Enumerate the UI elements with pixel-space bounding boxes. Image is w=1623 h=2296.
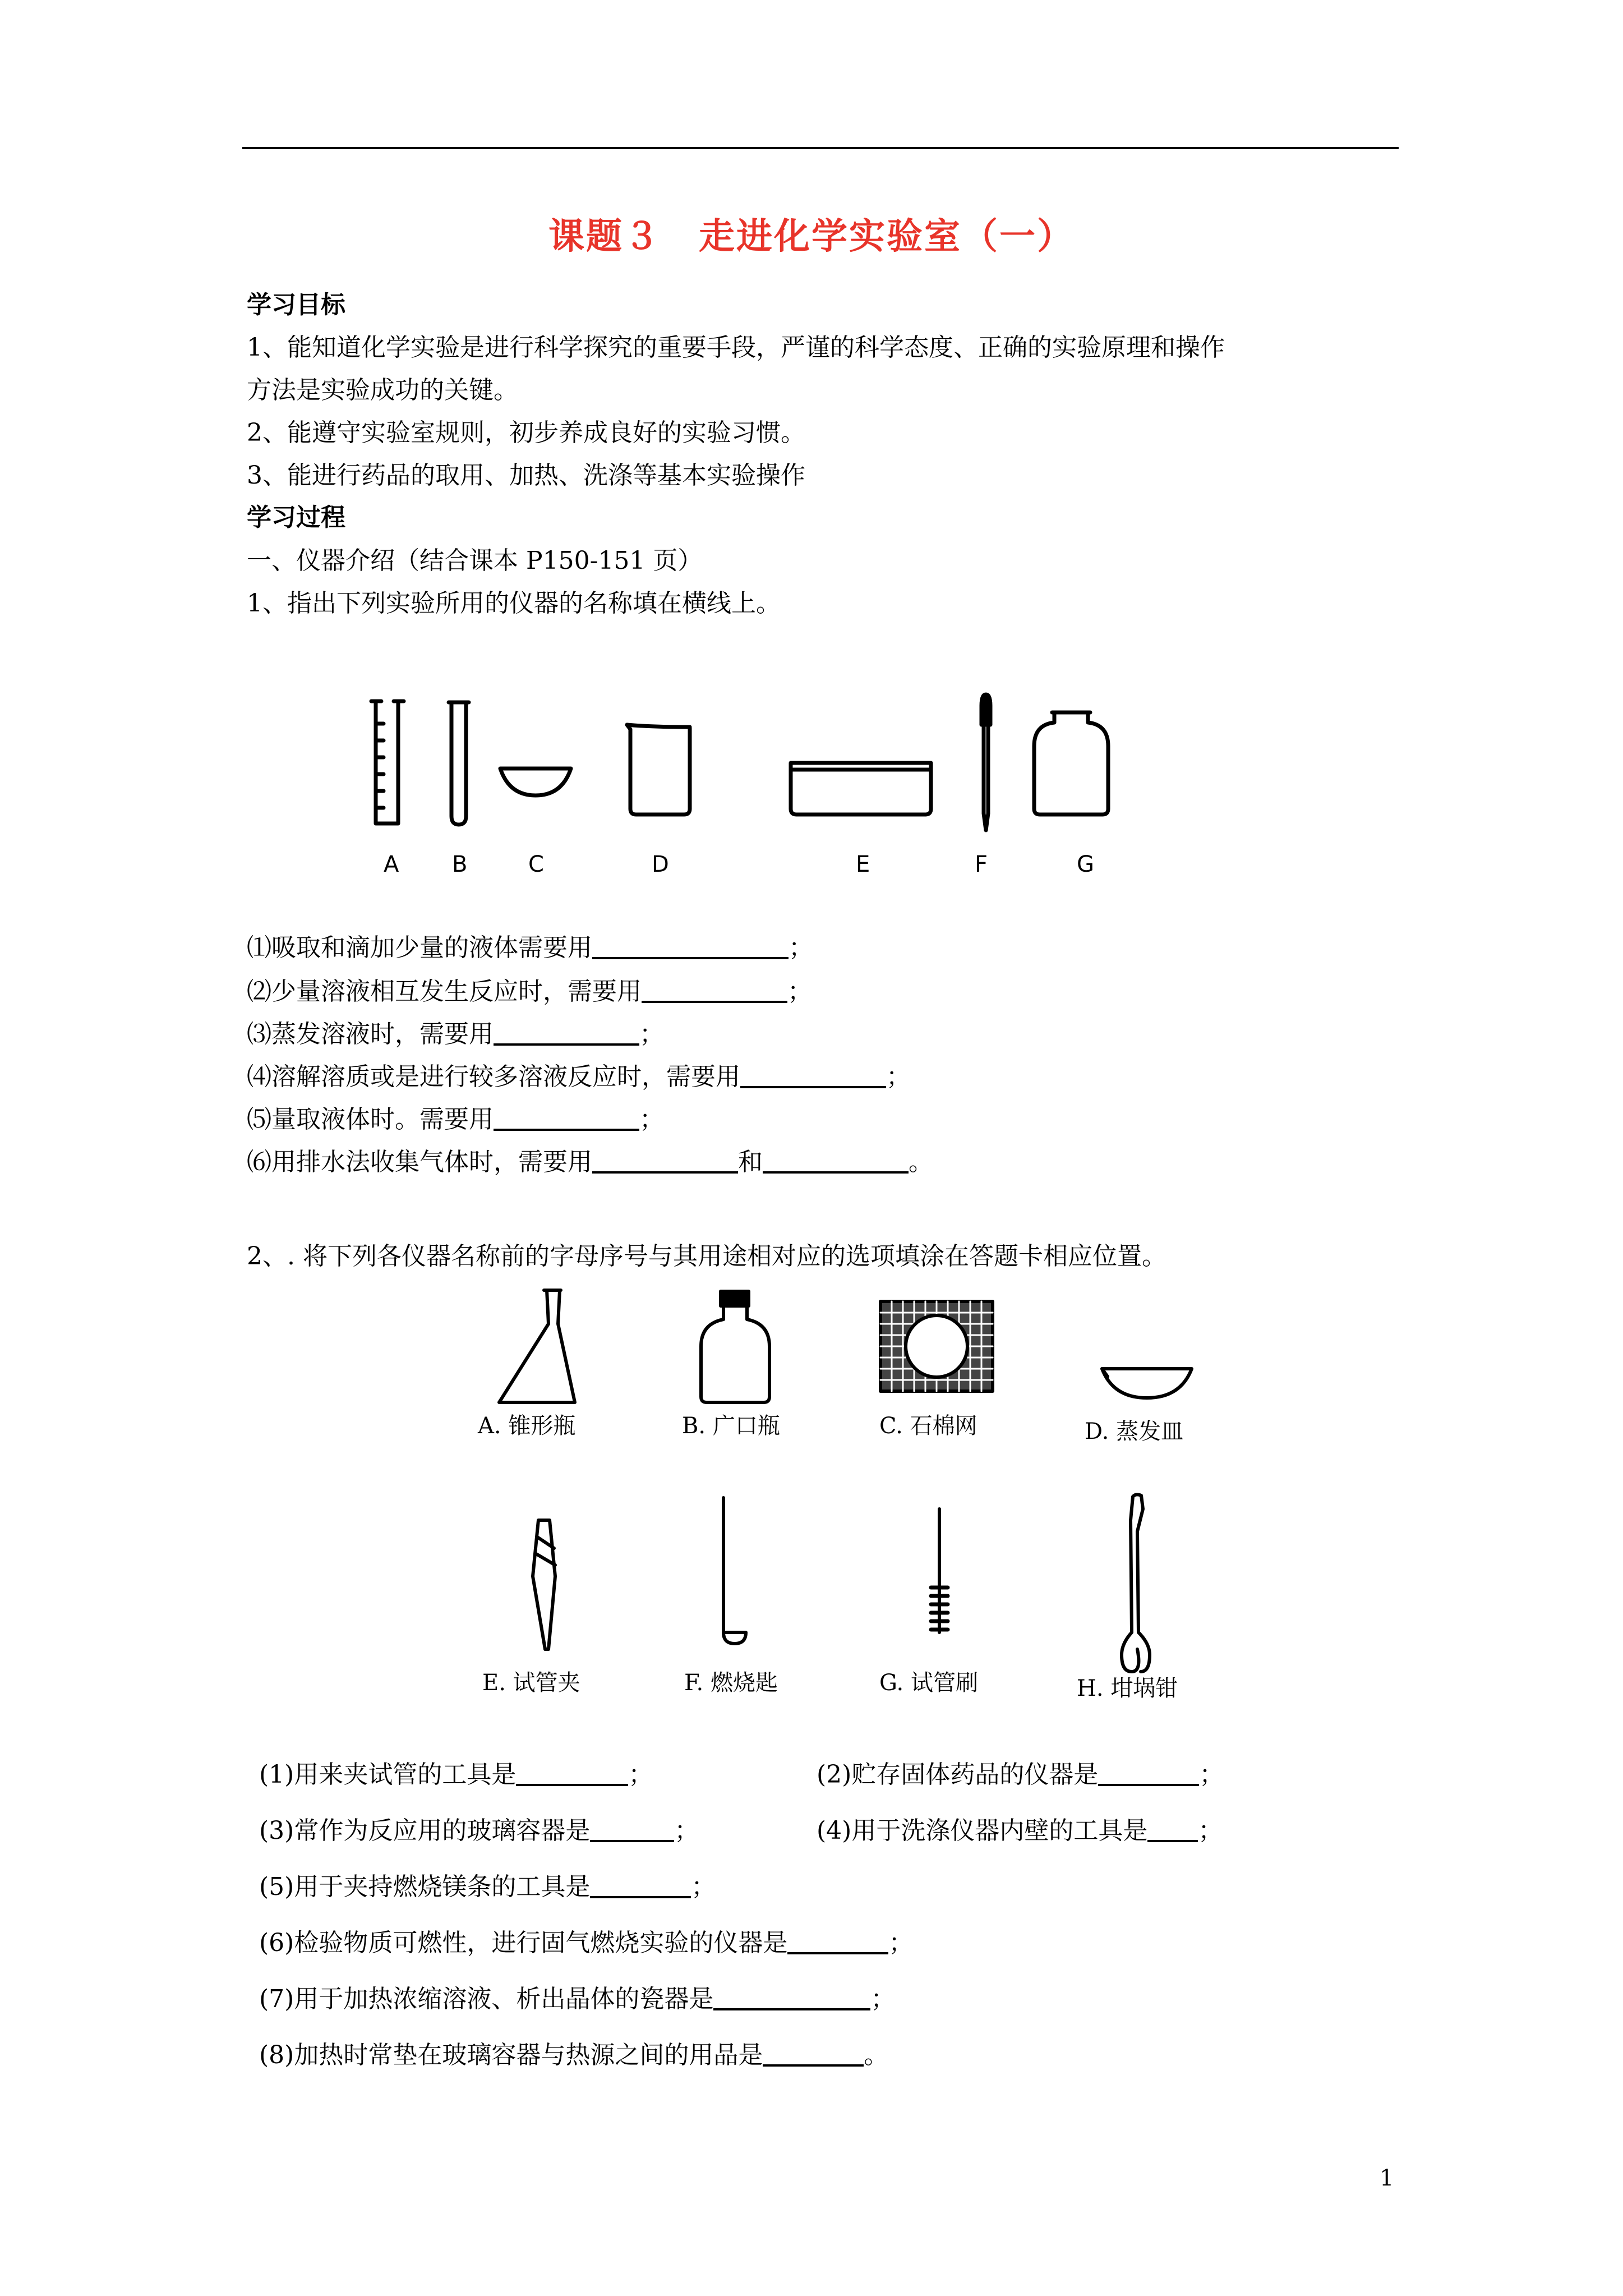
answer-blank[interactable] (590, 1814, 674, 1842)
fig2-caption-c: C. 石棉网 (879, 1413, 978, 1439)
answer-blank[interactable] (763, 2039, 864, 2067)
fig1-label-c: C (528, 852, 544, 877)
goal-line-2: 方法是实验成功的关键。 (247, 376, 518, 404)
header-rule (242, 147, 1399, 149)
answer-blank[interactable] (494, 1103, 639, 1131)
q1-item-5: ⑸量取液体时。需要用 ； (247, 1103, 664, 1137)
fig1-label-e: E (856, 852, 870, 877)
answer-blank[interactable] (787, 1926, 888, 1954)
q2-item-4: (4)用于洗涤仪器内壁的工具是 ； (817, 1814, 1223, 1848)
q2-item-8: (8)加热时常垫在玻璃容器与热源之间的用品是 。 (259, 2039, 888, 2072)
process-heading: 学习过程 (247, 503, 345, 532)
fig2-caption-g: G. 试管刷 (879, 1670, 978, 1696)
q2-item-1: (1)用来夹试管的工具是 ； (259, 1758, 653, 1792)
q1-item-4: ⑷溶解溶质或是进行较多溶液反应时，需要用 ； (247, 1060, 911, 1094)
q2-item-7: (7)用于加热浓缩溶液、析出晶体的瓷器是 ； (259, 1982, 895, 2016)
answer-blank[interactable] (1098, 1758, 1199, 1786)
fig1-label-f: F (975, 852, 988, 877)
fig2-caption-h: H. 坩埚钳 (1077, 1676, 1178, 1701)
page-number: 1 (1380, 2165, 1394, 2191)
q2-item-3: (3)常作为反应用的玻璃容器是 ； (259, 1814, 699, 1848)
apparatus-figure-1 (359, 690, 1155, 841)
dropper-icon (981, 694, 990, 830)
section-heading: 一、仪器介绍（结合课本 P150-151 页） (247, 546, 703, 575)
fig2-caption-f: F. 燃烧匙 (684, 1670, 778, 1696)
q1-item-6: ⑹用排水法收集气体时，需要用 和 。 (247, 1145, 933, 1179)
q1-item-1: ⑴吸取和滴加少量的液体需要用 ； (247, 931, 813, 965)
gas-bottle-icon (1034, 712, 1108, 815)
graduated-cylinder-icon (371, 701, 404, 823)
fig2-caption-e: E. 试管夹 (482, 1670, 580, 1696)
q2-item-6: (6)检验物质可燃性，进行固气燃烧实验的仪器是 ； (259, 1926, 913, 1960)
answer-blank[interactable] (740, 1060, 886, 1088)
fig2-caption-b: B. 广口瓶 (682, 1413, 780, 1439)
evaporating-dish-icon (1102, 1369, 1192, 1398)
goal-line-1: 1、能知道化学实验是进行科学探究的重要手段，严谨的科学态度、正确的实验原理和操作 (247, 333, 1225, 362)
goal-line-3: 2、能遵守实验室规则，初步养成良好的实验习惯。 (247, 418, 805, 447)
q1-item-2: ⑵少量溶液相互发生反应时，需要用 ； (247, 975, 812, 1009)
page-title: 课题３ 走进化学实验室（一） (548, 215, 1075, 257)
answer-blank[interactable] (642, 975, 787, 1003)
fig1-label-d: D (652, 852, 669, 877)
question-1-intro: 1、指出下列实验所用的仪器的名称填在横线上。 (247, 589, 781, 618)
answer-blank[interactable] (494, 1018, 639, 1046)
goal-line-4: 3、能进行药品的取用、加热、洗涤等基本实验操作 (247, 461, 805, 490)
fig1-label-g: G (1077, 852, 1094, 877)
wide-mouth-bottle-icon (701, 1291, 769, 1402)
beaker-icon (627, 725, 690, 815)
test-tube-holder-icon (533, 1520, 555, 1649)
asbestos-gauze-icon (880, 1301, 993, 1391)
trough-icon (791, 763, 931, 815)
evaporating-dish-icon (500, 769, 571, 795)
answer-blank[interactable] (590, 1870, 691, 1898)
answer-blank[interactable] (1147, 1814, 1198, 1842)
crucible-tongs-icon (1122, 1494, 1150, 1672)
answer-blank[interactable] (516, 1758, 628, 1786)
combustion-spoon-icon (723, 1498, 746, 1644)
test-tube-brush-icon (931, 1509, 948, 1632)
question-2-intro: 2、. 将下列各仪器名称前的字母序号与其用途相对应的选项填涂在答题卡相应位置。 (247, 1242, 1166, 1271)
q1-item-3: ⑶蒸发溶液时，需要用 ； (247, 1018, 664, 1051)
fig2-caption-d: D. 蒸发皿 (1085, 1419, 1184, 1444)
answer-blank[interactable] (713, 1982, 870, 2010)
fig1-label-b: B (452, 852, 468, 877)
answer-blank[interactable] (592, 931, 789, 959)
answer-blank[interactable] (592, 1145, 738, 1174)
test-tube-icon (449, 702, 469, 825)
fig1-label-a: A (384, 852, 399, 877)
answer-blank[interactable] (763, 1145, 909, 1174)
conical-flask-icon (499, 1290, 575, 1402)
goals-heading: 学习目标 (247, 291, 345, 319)
fig2-caption-a: A. 锥形瓶 (478, 1413, 576, 1439)
q2-item-5: (5)用于夹持燃烧镁条的工具是 ； (259, 1870, 716, 1904)
q2-item-2: (2)贮存固体药品的仪器是 ； (817, 1758, 1224, 1792)
